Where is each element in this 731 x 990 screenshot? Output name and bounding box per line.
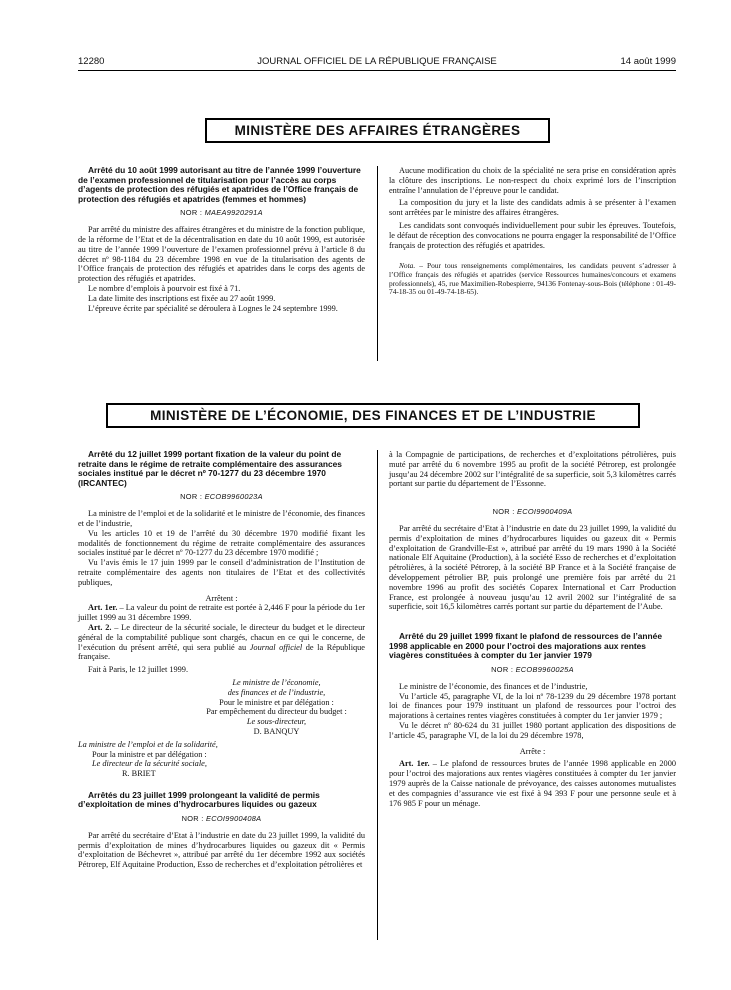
nor-reference: NOR : ECOI9900409A	[492, 507, 573, 517]
signature-block-employment: La ministre de l’emploi et de la solidarité, Pour la ministre et par délégation : Le directeur de la sécurité sociale, R. BRIET	[78, 739, 218, 779]
paragraph: La composition du jury et la liste des candidats admis à se présenter à l’examen sont arrêtées par le ministre des affaires étrangères.	[389, 198, 676, 218]
paragraph: L’épreuve écrite par spécialité se déroulera à Lognes le 24 septembre 1999.	[88, 303, 338, 313]
paragraph-continued: à la Compagnie de participations, de recherches et d’exploitations pétrolières, puis muté par arrêté du 6 novembre 1995 au profit de la société Pétrorep, est prolongée jusqu’au 24 décembre 2002 sur l’intégralité de sa superficie, soit 5,3 kilomètres carrés portant sur partie du département de l’Essonne.	[389, 450, 676, 489]
paragraph: Les candidats sont convoqués individuellement pour subir les épreuves. Toutefois, le défaut de réception des convocations ne pourra engager la responsabilité de l’Office français de protection des réfugiés et apatrides.	[389, 220, 676, 250]
nor-reference: NOR : ECOI9900408A	[181, 814, 262, 824]
header-rule	[78, 70, 676, 71]
paragraph: Vu l’avis émis le 17 juin 1999 par le conseil d’administration de l’Institution de retraite complémentaire des agents non titulaires de l’Etat et des collectivités publiques,	[78, 558, 365, 587]
signature-block-economy: Le ministre de l’économie, des finances et de l’industrie, Pour le ministre et par délégation : Par empêchement du directeur du budget : Le sous-directeur, D. BANQUY	[206, 677, 347, 736]
paragraph: Aucune modification du choix de la spécialité ne sera prise en considération après la clôture des inscriptions. Le non-respect du choix exprimé lors de l’inscription entraîne l’annulation de l’épreuve pour le candidat.	[389, 166, 676, 195]
journal-title: JOURNAL OFFICIEL DE LA RÉPUBLIQUE FRANÇAISE	[257, 56, 497, 67]
running-header	[78, 56, 676, 70]
paragraph: Vu l’article 45, paragraphe VI, de la loi nº 78-1239 du 29 décembre 1978 portant loi de finances pour 1979 instituant un plafond de ressources pour l’octroi des majorations à certaines rentes viagères constituées à compter du 1er janvier 1979 ;	[389, 691, 676, 721]
paragraph: La ministre de l’emploi et de la solidarité et le ministre de l’économie, des finances et de l’industrie,	[78, 509, 365, 528]
article-foreign-affairs	[78, 166, 365, 313]
article-title-hydrocarbures: Arrêtés du 23 juillet 1999 prolongeant la validité de permis d’exploitation de mines d’hydrocarbures liquides ou gazeux	[78, 789, 320, 810]
ministry-heading-foreign-affairs: MINISTÈRE DES AFFAIRES ÉTRANGÈRES	[205, 118, 550, 143]
arretent-heading: Arrêtent :	[205, 593, 238, 603]
nor-reference: NOR : ECOB9960023A	[180, 492, 263, 502]
article-title: Arrêté du 10 août 1999 autorisant au titre de l’année 1999 l’ouverture de l’examen professionnel de titularisation pour l’accès au corps d’agents de protection des réfugiés et apatrides de l’Office français de protection des réfugiés et apatrides (femmes et hommes)	[78, 165, 361, 204]
issue-date: 14 août 1999	[620, 56, 676, 67]
paragraph: Le nombre d’emplois à pourvoir est fixé à 71.	[88, 283, 241, 293]
paragraph: Vu les articles 10 et 19 de l’arrêté du 30 décembre 1970 modifié fixant les modalités de fonctionnement du régime de retraite complémentaire des assurances sociales institué par le décret nº 70-1277 du 23 décembre 1970 modifié ;	[78, 528, 365, 558]
ministry-heading-economy: MINISTÈRE DE L’ÉCONOMIE, DES FINANCES ET DE L’INDUSTRIE	[106, 403, 640, 428]
paragraph: Par arrêté du secrétaire d’Etat à l’industrie en date du 23 juillet 1999, la validité du permis d’exploitation de mines d’hydrocarbures liquides ou gazeux dit « Permis d’exploitation de Béchevret », attribué par arrêté du 1er décembre 1992 aux sociétés Pétrorep, Elf Aquitaine Production, Esso de recherches et d’exploitation pétrolières et	[78, 830, 365, 870]
arrete-heading: Arrête :	[519, 746, 546, 756]
section2-right-column	[389, 450, 676, 808]
paragraph: Par arrêté du ministre des affaires étrangères et du ministre de la fonction publique, de la réforme de l’Etat et de la décentralisation en date du 10 août 1999, est autorisée au titre de l’année 1999 l’ouverture de l’examen professionnel prévu à l’article 8 du décret nº 98-1184 du 23 décembre 1998 en vue de la titularisation des agents de l’Office français de protection des réfugiés et apatrides dans le corps des agents de protection des réfugiés et apatrides.	[78, 225, 365, 284]
article-1: Art. 1er. – Le plafond de ressources brutes de l’année 1998 applicable en 2000 pour l’octroi des majorations aux rentes viagères constituées à compter du 1er janvier 1979 auprès de la Caisse nationale de prévoyance, des caisses autonomes mutualistes et des compagnies d’assurance vie est fixé à 94 393 F pour une personne seule et à 176 985 F pour un ménage.	[389, 759, 676, 808]
article-foreign-affairs-continued	[389, 166, 676, 297]
paragraph: Par arrêté du secrétaire d’Etat à l’industrie en date du 23 juillet 1999, la validité du permis d’exploitation de mines d’hydrocarbures liquides ou gazeux dit « Permis d’exploitation de Grandville-Est », attribué par arrêté du 19 mars 1990 à la Société nationale Elf Aquitaine (Production), à la société Esso de recherches et d’exploitation pétrolières, à la société Pétrorep, à la société BP France et à la Société française de développement pétrolier BP, puis prolongé une première fois par arrêté du 21 novembre 1996 au profit des sociétés Coparex International et Carr Production France, est prolongée à nouveau jusqu’au 12 avril 2002 sur l’intégralité de sa superficie, soit 16,5 kilomètres carrés portant sur partie du département de l’Aube.	[389, 523, 676, 612]
column-divider	[377, 166, 378, 361]
paragraph: Vu le décret nº 80-624 du 31 juillet 1980 portant application des dispositions de l’article 45, paragraphe VI, de la loi du 29 décembre 1978,	[389, 720, 676, 740]
paragraph: Le ministre de l’économie, des finances et de l’industrie,	[399, 681, 588, 691]
nota-note: Nota. – Pour tous renseignements complémentaires, les candidats peuvent s’adresser à l’Office français des réfugiés et apatrides (service Ressources humaines/concours et examens professionnels), 45, rue Maximilien-Robespierre, 94136 Fontenay-sous-Bois (téléphone : 01-49-74-18-35 ou 01-49-74-18-65).	[389, 261, 676, 297]
article-1: Art. 1er. – La valeur du point de retraite est portée à 2,446 F pour la période du 1er juillet 1999 au 31 décembre 1999.	[78, 603, 365, 623]
done-at: Fait à Paris, le 12 juillet 1999.	[88, 665, 189, 675]
article-2: Art. 2. – Le directeur de la sécurité sociale, le directeur du budget et le directeur général de la comptabilité publique sont chargés, chacun en ce qui le concerne, de l’exécution du présent arrêté, qui sera publié au Journal officiel de la République française.	[78, 622, 365, 662]
page-number: 12280	[78, 56, 105, 67]
nor-reference: NOR : MAEA9920291A	[180, 208, 263, 218]
article-title-ircantec: Arrêté du 12 juillet 1999 portant fixation de la valeur du point de retraite dans le régime de retraite complémentaire des assurances sociales institué par le décret nº 70-1277 du 23 décembre 1970 (IRCANTEC)	[78, 449, 342, 488]
section2-left-column	[78, 450, 365, 870]
article-title-rentes-viageres: Arrêté du 29 juillet 1999 fixant le plafond de ressources de l’année 1998 applicable en 2000 pour l’octroi des majorations aux rentes viagères constituées à compter du 1er janvier 1979	[389, 631, 662, 661]
nor-reference: NOR : ECOB9960025A	[491, 664, 574, 674]
paragraph: La date limite des inscriptions est fixée au 27 août 1999.	[88, 293, 276, 303]
column-divider	[377, 450, 378, 940]
